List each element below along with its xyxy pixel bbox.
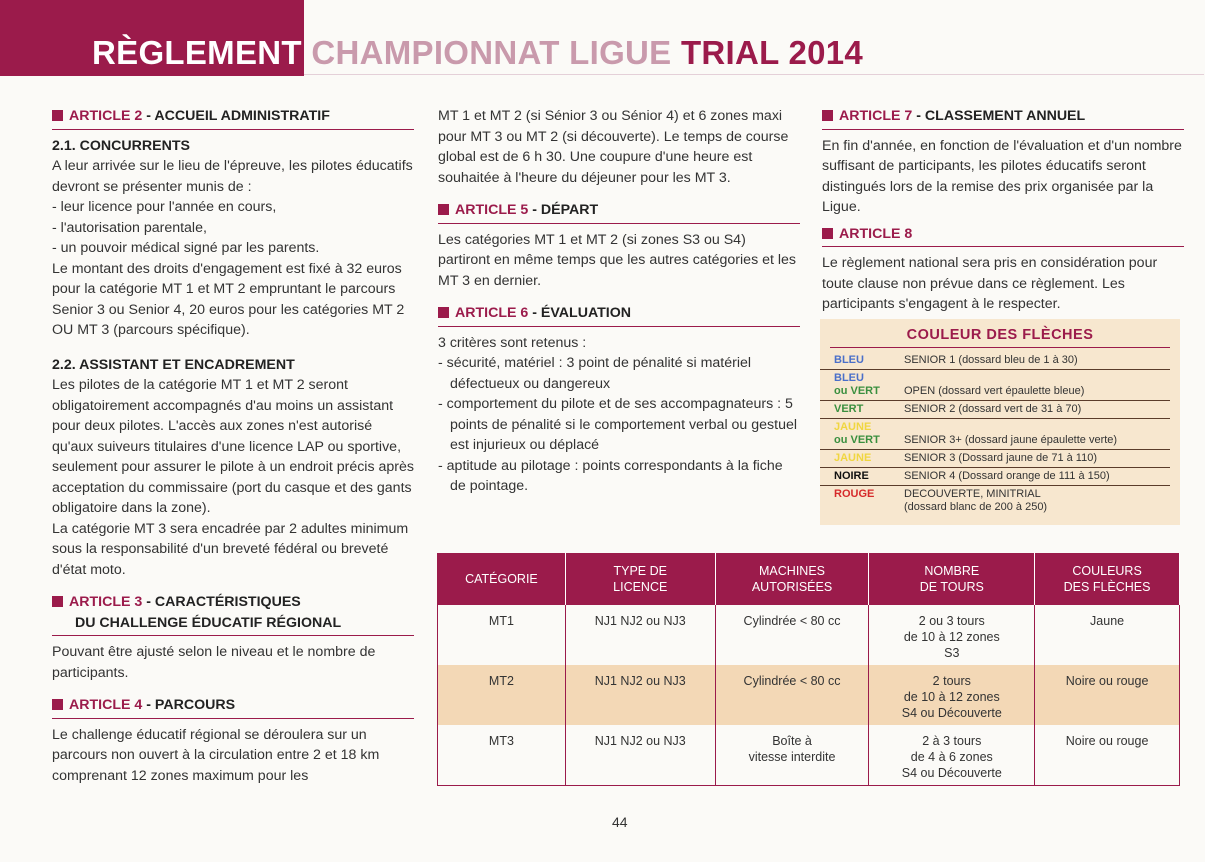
column-left bbox=[52, 106, 414, 786]
article-2-number: ARTICLE 2 bbox=[69, 108, 143, 124]
list-item: - sécurité, matériel : 3 point de pénalité si matériel défectueux ou dangereux bbox=[438, 355, 752, 392]
article-7-paragraph: En fin d'année, en fonction de l'évaluation et d'un nombre suffisant de participants, les pilotes éducatifs seront distingués lors de la remise des prix organisée par la Ligue. bbox=[822, 137, 1182, 215]
article-6-title: - ÉVALUATION bbox=[528, 305, 632, 321]
square-bullet-icon bbox=[52, 699, 63, 710]
article-6-number: ARTICLE 6 bbox=[455, 305, 529, 321]
list-item: - l'autorisation parentale, bbox=[52, 219, 207, 236]
article-7-heading bbox=[822, 106, 1184, 130]
arrow-colors-list bbox=[820, 352, 1180, 516]
article-3-number: ARTICLE 3 bbox=[69, 594, 143, 610]
arrow-color-name: BLEU ou VERT bbox=[834, 372, 880, 397]
table-header-laps: NOMBRE DE TOURS bbox=[869, 553, 1035, 605]
cell-machines: Cylindrée < 80 cc bbox=[715, 665, 869, 725]
arrow-color-description: SENIOR 3 (Dossard jaune de 71 à 110) bbox=[904, 452, 1098, 464]
list-item: - un pouvoir médical signé par les parents. bbox=[52, 240, 320, 256]
square-bullet-icon bbox=[822, 110, 833, 121]
square-bullet-icon bbox=[438, 307, 449, 318]
header-rule bbox=[304, 74, 1204, 75]
article-6-heading bbox=[438, 303, 800, 327]
article-5-title: - DÉPART bbox=[528, 202, 599, 218]
list-item: - comportement du pilote et de ses accompagnateurs : 5 points de pénalité si le comportement verbal ou gestuel est injurieux ou déplacé bbox=[438, 396, 798, 453]
article-3-heading bbox=[52, 592, 414, 636]
cell-category: MT3 bbox=[438, 725, 566, 786]
table-header-machines: MACHINES AUTORISÉES bbox=[715, 553, 869, 605]
arrow-colors-box bbox=[820, 319, 1180, 525]
arrow-color-description: DECOUVERTE, MINITRIAL (dossard blanc de 200 à 250) bbox=[904, 488, 1048, 513]
column-right bbox=[822, 106, 1184, 315]
cell-arrow-color: Jaune bbox=[1035, 605, 1180, 665]
article-3-title: - CARACTÉRISTIQUES bbox=[142, 594, 301, 610]
table-header-license: TYPE DE LICENCE bbox=[565, 553, 715, 605]
article-7-number: ARTICLE 7 bbox=[839, 108, 913, 124]
cell-category: MT2 bbox=[438, 665, 566, 725]
arrow-color-name: VERT bbox=[834, 403, 864, 415]
article-7-title: - CLASSEMENT ANNUEL bbox=[912, 108, 1086, 124]
categories-table bbox=[437, 553, 1180, 786]
list-item: - leur licence pour l'année en cours, bbox=[52, 199, 277, 215]
arrow-color-row bbox=[820, 486, 1170, 516]
arrow-color-row bbox=[820, 450, 1170, 468]
arrow-color-row bbox=[820, 468, 1170, 486]
page-number: 44 bbox=[612, 814, 628, 830]
article-3-paragraph: Pouvant être ajusté selon le niveau et le nombre de participants. bbox=[52, 644, 376, 681]
arrow-color-row bbox=[820, 401, 1170, 419]
article-4-paragraph: Le challenge éducatif régional se déroulera sur un parcours non ouvert à la circulation entre 2 et 18 km comprenant 12 zones maximum pour les bbox=[52, 726, 380, 784]
arrow-color-name: BLEU bbox=[834, 354, 864, 366]
arrow-color-description: SENIOR 4 (Dossard orange de 111 à 150) bbox=[904, 470, 1110, 482]
title-word-reglement: RÈGLEMENT bbox=[92, 34, 302, 71]
article-2-heading bbox=[52, 106, 414, 130]
cell-laps: 2 à 3 tours de 4 à 6 zones S4 ou Découverte bbox=[869, 725, 1035, 786]
article-5-heading bbox=[438, 200, 800, 224]
table-header-arrow-colors: COULEURS DES FLÈCHES bbox=[1035, 553, 1180, 605]
arrow-color-name: JAUNE bbox=[834, 452, 872, 464]
page-title bbox=[92, 34, 863, 72]
table-header-category: CATÉGORIE bbox=[438, 553, 566, 605]
cell-laps: 2 tours de 10 à 12 zones S4 ou Découverte bbox=[869, 665, 1035, 725]
article-6-paragraph: 3 critères sont retenus : bbox=[438, 334, 587, 351]
arrow-color-row bbox=[820, 370, 1170, 401]
square-bullet-icon bbox=[438, 204, 449, 215]
square-bullet-icon bbox=[822, 228, 833, 239]
arrow-color-description: SENIOR 2 (dossard vert de 31 à 70) bbox=[904, 403, 1082, 415]
arrow-color-row bbox=[820, 352, 1170, 370]
arrow-color-description: SENIOR 3+ (dossard jaune épaulette verte) bbox=[904, 434, 1118, 446]
divider bbox=[830, 347, 1170, 348]
cell-category: MT1 bbox=[438, 605, 566, 665]
cell-license: NJ1 NJ2 ou NJ3 bbox=[565, 605, 715, 665]
arrow-color-description: OPEN (dossard vert épaulette bleue) bbox=[904, 385, 1085, 397]
square-bullet-icon bbox=[52, 596, 63, 607]
article-8-heading bbox=[822, 224, 1184, 248]
article-5-number: ARTICLE 5 bbox=[455, 202, 529, 218]
section-2-1-fees-paragraph: Le montant des droits d'engagement est fixé à 32 euros pour la catégorie MT 1 et MT 2 empruntant le parcours Senior 3 ou Senior 4, 20 euros pour les catégories MT 2 OU MT 3 (parcours spécifique). bbox=[52, 260, 405, 338]
cell-machines: Cylindrée < 80 cc bbox=[715, 605, 869, 665]
arrow-color-row bbox=[820, 419, 1170, 450]
article-4-number: ARTICLE 4 bbox=[69, 697, 143, 713]
arrow-color-name: NOIRE bbox=[834, 470, 869, 482]
arrow-color-description: SENIOR 1 (dossard bleu de 1 à 30) bbox=[904, 354, 1078, 366]
table-row bbox=[438, 725, 1180, 786]
section-2-1-heading: 2.1. CONCURRENTS bbox=[52, 137, 190, 154]
table-row bbox=[438, 665, 1180, 725]
title-word-championnat: CHAMPIONNAT LIGUE bbox=[311, 34, 672, 71]
arrow-colors-title: COULEUR DES FLÈCHES bbox=[906, 327, 1094, 343]
article-4-heading bbox=[52, 695, 414, 719]
arrow-color-name: JAUNE ou VERT bbox=[834, 421, 880, 446]
section-2-2-paragraph: Les pilotes de la catégorie MT 1 et MT 2 seront obligatoirement accompagnés d'au moins un assistant pour deux pilotes. L'accès aux zones n'est autorisé qu'aux suiveurs titulaires d'une licence LAP ou sportive, seulement pour assurer le pilote à un endroit précis après acceptation du commissaire (port du casque et des gants obligatoire dans la zone). bbox=[52, 377, 414, 516]
article-2-title: - ACCUEIL ADMINISTRATIF bbox=[142, 108, 330, 124]
section-2-1-paragraph: A leur arrivée sur le lieu de l'épreuve, les pilotes éducatifs devront se présenter munis de : bbox=[52, 158, 413, 195]
article-8-paragraph: Le règlement national sera pris en considération pour toute clause non prévue dans ce règlement. Les participants s'engagent à le respecter. bbox=[822, 255, 1158, 312]
article-5-paragraph: Les catégories MT 1 et MT 2 (si zones S3 ou S4) partiront en même temps que les autres catégories et les MT 3 en dernier. bbox=[438, 231, 797, 289]
cell-license: NJ1 NJ2 ou NJ3 bbox=[565, 725, 715, 786]
article-4-title: - PARCOURS bbox=[142, 697, 236, 713]
table-header-row bbox=[438, 553, 1180, 605]
cell-machines: Boîte à vitesse interdite bbox=[715, 725, 869, 786]
cell-arrow-color: Noire ou rouge bbox=[1035, 725, 1180, 786]
list-item: - aptitude au pilotage : points correspondants à la fiche de pointage. bbox=[438, 457, 783, 494]
article-8-number: ARTICLE 8 bbox=[839, 225, 913, 242]
cell-license: NJ1 NJ2 ou NJ3 bbox=[565, 665, 715, 725]
section-2-2-paragraph-2: La catégorie MT 3 sera encadrée par 2 adultes minimum sous la responsabilité d'un breveté fédéral ou breveté d'état moto. bbox=[52, 520, 409, 578]
cell-laps: 2 ou 3 tours de 10 à 12 zones S3 bbox=[869, 605, 1035, 665]
cell-arrow-color: Noire ou rouge bbox=[1035, 665, 1180, 725]
article-3-title-line-2: DU CHALLENGE ÉDUCATIF RÉGIONAL bbox=[75, 614, 342, 631]
title-word-trial: TRIAL 2014 bbox=[680, 34, 864, 71]
section-2-2-heading: 2.2. ASSISTANT ET ENCADREMENT bbox=[52, 356, 295, 373]
column-middle bbox=[438, 106, 800, 497]
arrow-color-name: ROUGE bbox=[834, 488, 875, 500]
article-4-continued: MT 1 et MT 2 (si Sénior 3 ou Sénior 4) et 6 zones maxi pour MT 3 ou MT 2 (si découverte). Le temps de course global est de 6 h 30. Une coupure d'une heure est souhaitée à l'heure du déjeuner pour les MT 3. bbox=[438, 108, 789, 186]
square-bullet-icon bbox=[52, 110, 63, 121]
table-row bbox=[438, 605, 1180, 665]
